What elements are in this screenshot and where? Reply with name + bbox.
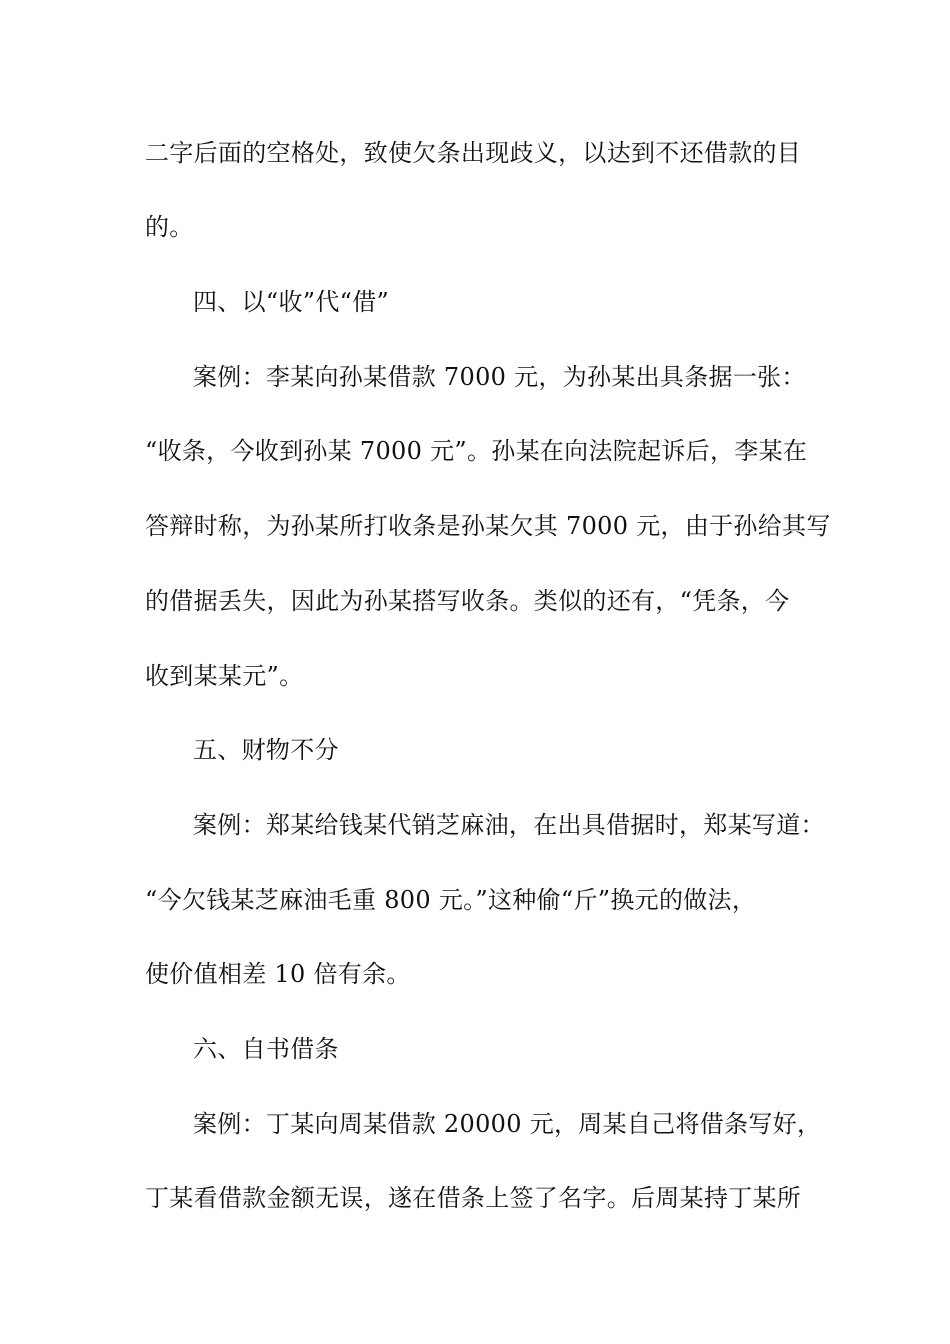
text-line: “收条，今收到孙某 7000 元”。孙某在向法院起诉后，李某在 [145, 437, 808, 465]
text-line: 丁某看借款金额无误，遂在借条上签了名字。后周某持丁某所 [145, 1184, 802, 1212]
text-line: 的。 [145, 213, 194, 241]
text-line: 的借据丢失，因此为孙某搭写收条。类似的还有，“凭条，今 [145, 587, 790, 615]
text-line: 案例：丁某向周某借款 20000 元，周某自己将借条写好， [193, 1110, 822, 1138]
text-line: 案例：李某向孙某借款 7000 元，为孙某出具条据一张： [193, 363, 806, 391]
text-line: 收到某某元”。 [145, 662, 304, 690]
text-line: 案例：郑某给钱某代销芝麻油，在出具借据时，郑某写道： [193, 811, 825, 839]
section-heading: 五、财物不分 [193, 736, 339, 764]
text-line: 二字后面的空格处，致使欠条出现歧义，以达到不还借款的目 [145, 139, 802, 167]
text-line: 使价值相差 10 倍有余。 [145, 960, 411, 988]
section-heading: 六、自书借条 [193, 1035, 339, 1063]
text-line: “今欠钱某芝麻油毛重 800 元。”这种偷“斤”换元的做法， [145, 886, 757, 914]
text-line: 答辩时称，为孙某所打收条是孙某欠其 7000 元，由于孙给其写 [145, 512, 831, 540]
section-heading: 四、以“收”代“借” [193, 288, 390, 316]
